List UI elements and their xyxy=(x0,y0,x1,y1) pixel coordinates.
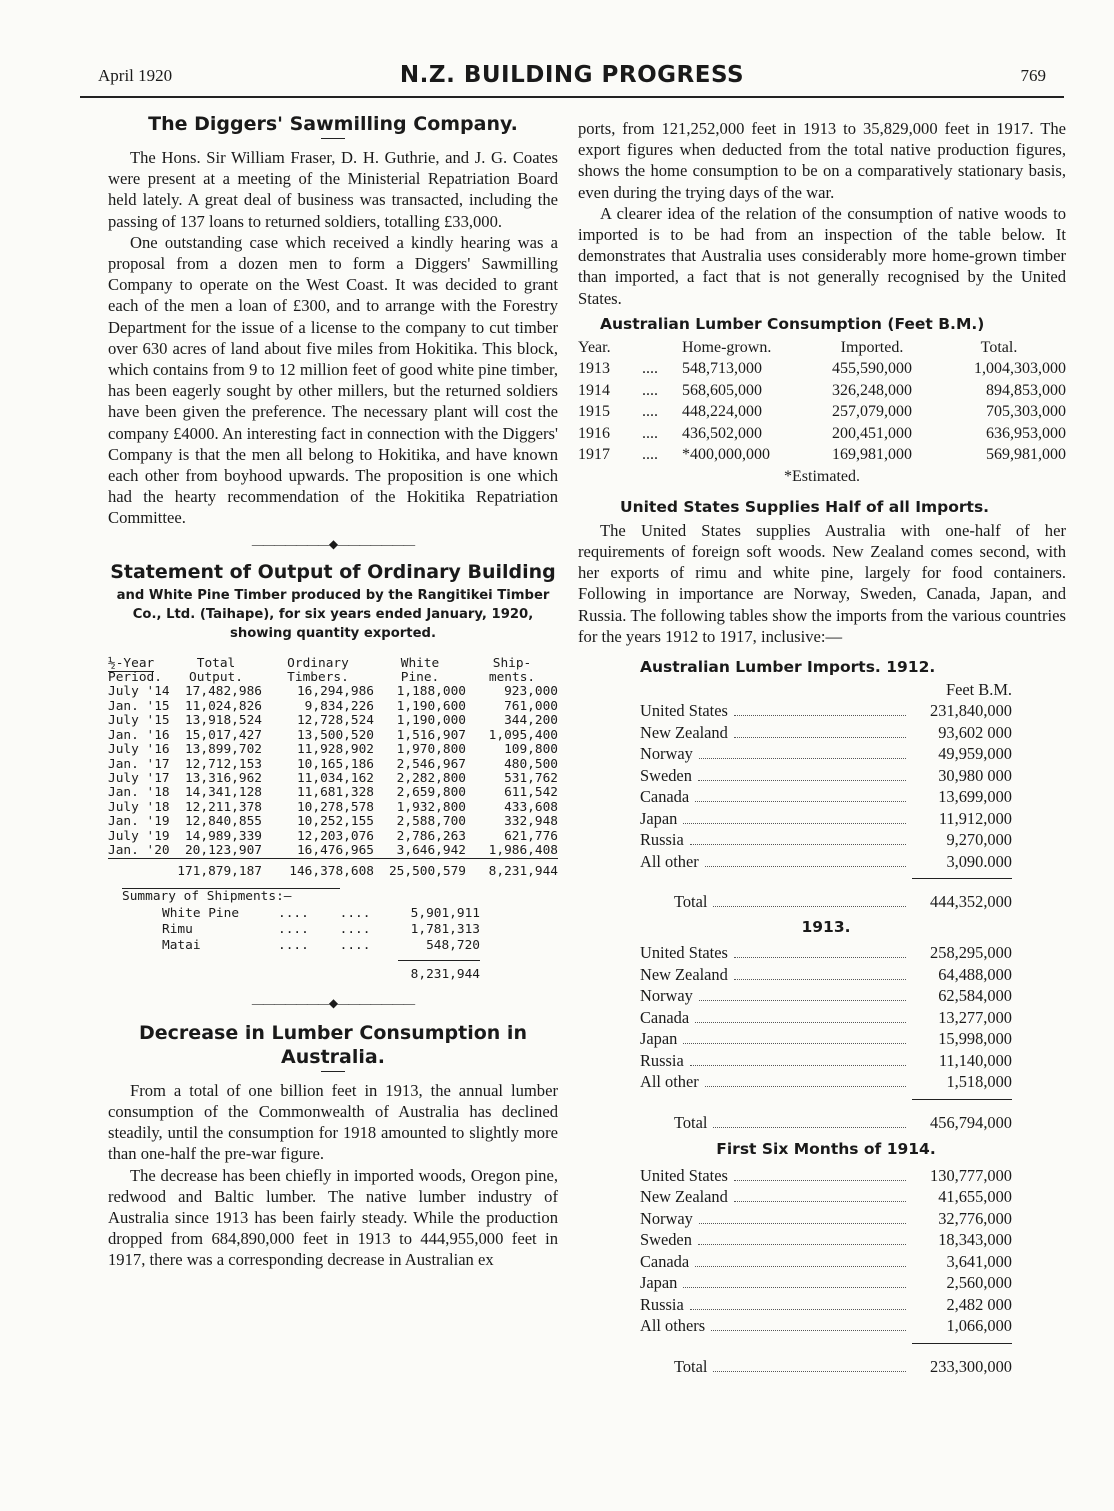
total-1913-value: 456,794,000 xyxy=(930,1112,1012,1132)
cell-year: 1916 xyxy=(578,424,610,442)
import-value: 2,482 000 xyxy=(946,1294,1012,1314)
output-table-row xyxy=(108,700,558,714)
import-row xyxy=(640,700,1012,722)
cell-imported: 169,981,000 xyxy=(832,446,912,464)
output-totals-row xyxy=(108,859,558,880)
cell-ship: 1,986,408 xyxy=(488,842,558,858)
leader-dots xyxy=(734,715,906,716)
col-header-total: Total. xyxy=(980,338,1018,356)
country-name: Japan xyxy=(640,1029,678,1049)
import-row xyxy=(640,1229,1012,1251)
output-table-row xyxy=(108,729,558,743)
cell-ordinary: 10,165,186 xyxy=(296,756,374,772)
import-row xyxy=(640,942,1012,964)
country-name: Japan xyxy=(640,808,678,828)
output-table-row xyxy=(108,772,558,786)
cell-total: 894,853,000 xyxy=(986,381,1066,399)
import-row xyxy=(640,1007,1012,1029)
col-header-total: Total Output. xyxy=(189,655,243,686)
cell-period: July '19 xyxy=(108,828,170,844)
cell-dots: .... xyxy=(642,446,658,464)
right-column xyxy=(578,118,1066,1377)
headline-rule xyxy=(321,1071,345,1072)
import-value: 2,560,000 xyxy=(946,1273,1012,1293)
cell-period: Jan. '15 xyxy=(108,698,170,714)
country-name: Norway xyxy=(640,1208,693,1228)
import-value: 93,602 000 xyxy=(938,722,1012,742)
country-name: All other xyxy=(640,851,699,871)
col-header-home: Home-grown. xyxy=(682,338,772,356)
leader-dots xyxy=(683,1287,906,1288)
output-table-row xyxy=(108,743,558,757)
output-table-row xyxy=(108,786,558,800)
cell-period: Jan. '20 xyxy=(108,842,170,858)
decrease-paragraph-2-continued: ports, from 121,252,000 feet in 1913 to 35,829,000 feet in 1917. The export figures when deducted from the total native production figures, shows the home consumption to be on a comparatively stationary basis, even during the trying days of the war. xyxy=(578,119,1066,202)
imports-unit: Feet B.M. xyxy=(945,679,1012,699)
leader-dots xyxy=(699,758,906,759)
import-row xyxy=(640,1251,1012,1273)
total-1914-row: Total 233,300,000 xyxy=(674,1356,1012,1376)
statement-headline: Statement of Output of Ordinary Building xyxy=(110,560,556,583)
country-name: All other xyxy=(640,1072,699,1092)
leader-dots xyxy=(683,1043,906,1044)
cell-dots: .... xyxy=(642,360,658,378)
country-name: All others xyxy=(640,1316,706,1336)
left-column xyxy=(108,112,558,1271)
page-header xyxy=(80,62,1064,98)
cell-total: 12,840,855 xyxy=(184,814,262,830)
cell-total: 13,918,524 xyxy=(184,713,262,729)
import-row xyxy=(640,808,1012,830)
import-row xyxy=(640,786,1012,808)
cell-white: 1,516,907 xyxy=(396,727,466,743)
cell-total: 14,989,339 xyxy=(184,828,262,844)
cell-imported: 200,451,000 xyxy=(832,424,912,442)
leader-dots xyxy=(711,1330,906,1331)
leader-dots xyxy=(734,1180,906,1181)
import-value: 49,959,000 xyxy=(938,744,1012,764)
estimated-note: *Estimated. xyxy=(784,467,860,485)
country-name: Sweden xyxy=(640,1230,692,1250)
cell-period: Jan. '18 xyxy=(108,785,170,801)
statement-subtitle: and White Pine Timber produced by the Rangitikei Timber Co., Ltd. (Taihape), for six years ended January, 1920, showing quantity exported. xyxy=(116,587,550,641)
consumption-row xyxy=(578,423,1066,445)
cell-dots: .... xyxy=(642,403,658,421)
cell-total: 13,316,962 xyxy=(184,770,262,786)
cell-total: 15,017,427 xyxy=(184,727,262,743)
cell-period: July '18 xyxy=(108,799,170,815)
leader-dots xyxy=(705,866,906,867)
country-name: United States xyxy=(640,701,728,721)
cell-home: 568,605,000 xyxy=(682,381,762,399)
leader-dots xyxy=(690,1065,906,1066)
country-name: Canada xyxy=(640,787,690,807)
cell-ordinary: 16,476,965 xyxy=(296,842,374,858)
leader-dots xyxy=(734,737,906,738)
country-name: Norway xyxy=(640,986,693,1006)
cell-ship: 344,200 xyxy=(504,713,558,729)
consumption-row xyxy=(578,401,1066,423)
summary-row: Rimu .... .... 1,781,313 xyxy=(162,921,480,937)
country-name: Sweden xyxy=(640,765,692,785)
output-table-row xyxy=(108,758,558,772)
import-row xyxy=(640,1028,1012,1050)
section-ornament xyxy=(108,996,558,1011)
import-row xyxy=(640,765,1012,787)
output-table-row xyxy=(108,685,558,699)
cell-dots: .... xyxy=(642,381,658,399)
cell-ordinary: 12,728,524 xyxy=(296,713,374,729)
import-row xyxy=(640,743,1012,765)
col-header-ordinary: Ordinary Timbers. xyxy=(287,655,349,686)
leader-dots xyxy=(699,1223,906,1224)
import-row xyxy=(640,1315,1012,1337)
shipments-sum: 8,231,944 xyxy=(466,859,558,880)
import-row xyxy=(640,1165,1012,1187)
consumption-table-title: Australian Lumber Consumption (Feet B.M.) xyxy=(600,314,985,333)
cell-period: Jan. '17 xyxy=(108,756,170,772)
country-name: Russia xyxy=(640,830,684,850)
summary-title: Summary of Shipments:— xyxy=(122,888,340,906)
cell-total: 636,953,000 xyxy=(986,424,1066,442)
first-six-months-1914-heading: First Six Months of 1914. xyxy=(716,1140,936,1159)
consumption-table xyxy=(578,337,1066,466)
summary-total-row: 8,231,944 xyxy=(108,960,558,988)
leader-dots xyxy=(734,1201,906,1202)
decrease-headline: Decrease in Lumber Consumption in Australia. xyxy=(139,1021,527,1068)
import-value: 11,912,000 xyxy=(938,808,1012,828)
output-table-row xyxy=(108,714,558,728)
import-value: 13,277,000 xyxy=(938,1007,1012,1027)
import-value: 231,840,000 xyxy=(930,701,1012,721)
country-name: Japan xyxy=(640,1273,678,1293)
cell-total: 11,024,826 xyxy=(184,698,262,714)
import-value: 30,980 000 xyxy=(938,765,1012,785)
headline-rule xyxy=(321,138,345,139)
import-row xyxy=(640,964,1012,986)
cell-ordinary: 9,834,226 xyxy=(304,698,374,714)
decrease-paragraph-2: The decrease has been chiefly in imported woods, Oregon pine, redwood and Baltic lumber. The native lumber industry of Australia since 1913 has been fairly steady. While the production dropped from 684,890,000 feet in 1913 to 444,955,000 feet in 1917, there was a corresponding decrease in Australian ex xyxy=(108,1165,558,1270)
total-1912-row: Total 444,352,000 xyxy=(674,892,1012,912)
cell-ordinary: 10,252,155 xyxy=(296,814,374,830)
consumption-row xyxy=(578,444,1066,466)
cell-total: 14,341,128 xyxy=(184,785,262,801)
total-output-sum: 171,879,187 xyxy=(170,859,262,880)
cell-year: 1915 xyxy=(578,403,610,421)
cell-ship: 433,608 xyxy=(504,799,558,815)
cell-period: July '17 xyxy=(108,770,170,786)
cell-ordinary: 11,034,162 xyxy=(296,770,374,786)
cell-year: 1917 xyxy=(578,446,610,464)
decrease-paragraph-3: A clearer idea of the relation of the consumption of native woods to imported is to be had from an inspection of the table below. It demonstrates that Australia uses considerably more home-grown timber than imported, a fact that is not generally recognised by the United States. xyxy=(578,203,1066,308)
leader-dots xyxy=(705,1086,906,1087)
cell-ordinary: 11,681,328 xyxy=(296,785,374,801)
total-1914-value: 233,300,000 xyxy=(930,1356,1012,1376)
import-value: 11,140,000 xyxy=(938,1050,1012,1070)
cell-ordinary: 12,203,076 xyxy=(296,828,374,844)
cell-imported: 326,248,000 xyxy=(832,381,912,399)
cell-ordinary: 10,278,578 xyxy=(296,799,374,815)
country-name: Canada xyxy=(640,1251,690,1271)
leader-dots xyxy=(698,1244,906,1245)
leader-dots xyxy=(695,1266,906,1267)
cell-total: 569,981,000 xyxy=(986,446,1066,464)
import-row xyxy=(640,985,1012,1007)
total-1912-value: 444,352,000 xyxy=(930,892,1012,912)
ordinary-sum: 146,378,608 xyxy=(262,859,374,880)
col-header-white: White Pine. xyxy=(400,655,440,686)
cell-ship: 1,095,400 xyxy=(488,727,558,743)
import-row xyxy=(640,1208,1012,1230)
cell-ship: 761,000 xyxy=(504,698,558,714)
cell-total: 1,004,303,000 xyxy=(974,360,1066,378)
leader-dots xyxy=(690,844,906,845)
import-row xyxy=(640,851,1012,873)
diggers-headline: The Diggers' Sawmilling Company. xyxy=(148,113,518,135)
leader-dots xyxy=(695,1022,906,1023)
cell-white: 2,588,700 xyxy=(396,814,466,830)
summary-row: Matai .... .... 548,720 xyxy=(162,937,480,953)
import-row xyxy=(640,1050,1012,1072)
import-value: 32,776,000 xyxy=(938,1208,1012,1228)
cell-dots: .... xyxy=(642,424,658,442)
country-name: Canada xyxy=(640,1007,690,1027)
leader-dots xyxy=(698,780,906,781)
consumption-row xyxy=(578,358,1066,380)
leader-dots xyxy=(690,1309,906,1310)
import-value: 62,584,000 xyxy=(938,986,1012,1006)
year-1913-heading: 1913. xyxy=(801,917,851,936)
import-value: 64,488,000 xyxy=(938,964,1012,984)
cell-white: 2,282,800 xyxy=(396,770,466,786)
cell-home: 436,502,000 xyxy=(682,424,762,442)
col-header-year: Year. xyxy=(578,338,611,356)
cell-period: July '16 xyxy=(108,742,170,758)
cell-imported: 455,590,000 xyxy=(832,360,912,378)
cell-white: 1,970,800 xyxy=(396,742,466,758)
us-supplies-headline: United States Supplies Half of all Imports. xyxy=(620,497,990,516)
cell-ship: 480,500 xyxy=(504,756,558,772)
import-value: 18,343,000 xyxy=(938,1230,1012,1250)
cell-ship: 332,948 xyxy=(504,814,558,830)
import-value: 13,699,000 xyxy=(938,787,1012,807)
import-value: 1,518,000 xyxy=(946,1072,1012,1092)
import-value: 3,090.000 xyxy=(946,851,1012,871)
col-header-period: ½-Year Period. xyxy=(108,655,162,686)
cell-total: 12,211,378 xyxy=(184,799,262,815)
cell-period: July '15 xyxy=(108,713,170,729)
output-table xyxy=(108,657,558,880)
cell-total: 13,899,702 xyxy=(184,742,262,758)
cell-white: 2,786,263 xyxy=(396,828,466,844)
import-value: 9,270,000 xyxy=(946,830,1012,850)
section-ornament xyxy=(108,537,558,552)
imports-tables xyxy=(640,657,1012,1377)
page-number: 769 xyxy=(1020,66,1046,85)
import-value: 130,777,000 xyxy=(930,1165,1012,1185)
cell-white: 2,546,967 xyxy=(396,756,466,772)
import-row xyxy=(640,829,1012,851)
cell-ship: 611,542 xyxy=(504,785,558,801)
cell-total: 705,303,000 xyxy=(986,403,1066,421)
output-table-row xyxy=(108,801,558,815)
diggers-paragraph-1: The Hons. Sir William Fraser, D. H. Guthrie, and J. G. Coates were present at a meeting of the Ministerial Repatriation Board held lately. A great deal of business was transacted, including the passing of 137 loans to returned soldiers, totalling £33,000. xyxy=(108,148,558,231)
cell-year: 1914 xyxy=(578,381,610,399)
import-value: 15,998,000 xyxy=(938,1029,1012,1049)
cell-white: 1,932,800 xyxy=(396,799,466,815)
cell-home: 548,713,000 xyxy=(682,360,762,378)
leader-dots xyxy=(683,823,906,824)
col-header-imported: Imported. xyxy=(840,338,904,356)
cell-home: *400,000,000 xyxy=(682,446,770,464)
cell-white: 1,188,000 xyxy=(396,684,466,700)
leader-dots xyxy=(734,957,906,958)
country-name: Russia xyxy=(640,1294,684,1314)
cell-period: July '14 xyxy=(108,684,170,700)
diggers-paragraph-2: One outstanding case which received a kindly hearing was a proposal from a dozen men to form a Diggers' Sawmilling Company to operate on the West Coast. It was decided to grant each of the men a loan of £300, and to arrange with the Forestry Department for the issue of a license to the company to cut timber over 630 acres of land about five miles from Hokitika. This block, which contains from 9 to 12 million feet of good white pine timber, has been eagerly sought by other millers, but the returned soldiers have been given the preference. The necessary plant will cost the company £4000. An interesting fact in connection with the Diggers' Company is that the men all belong to Hokitika, and have known each other from boyhood upwards. The proposition is one which had the hearty recommendation of the Hokitika Repatriation Committee. xyxy=(108,232,558,528)
country-name: New Zealand xyxy=(640,964,728,984)
us-supplies-paragraph: The United States supplies Australia with one-half of her requirements of foreign soft woods. New Zealand comes second, with her exports of rimu and white pine, largely for food containers. Following in importance are Norway, Sweden, Canada, Japan, and Russia. The following tables show the imports from the various countries for the years 1912 to 1917, inclusive:— xyxy=(578,520,1066,646)
cell-period: Jan. '16 xyxy=(108,727,170,743)
country-name: New Zealand xyxy=(640,1187,728,1207)
imports-table-title: Australian Lumber Imports. 1912. xyxy=(640,658,936,677)
shipments-summary xyxy=(108,888,558,988)
import-row xyxy=(640,1272,1012,1294)
import-row xyxy=(640,1186,1012,1208)
cell-ship: 531,762 xyxy=(504,770,558,786)
import-row xyxy=(640,722,1012,744)
cell-ordinary: 11,928,902 xyxy=(296,742,374,758)
country-name: United States xyxy=(640,943,728,963)
issue-date: April 1920 xyxy=(98,66,173,85)
summary-row: White Pine .... .... 5,901,911 xyxy=(162,905,480,921)
white-pine-sum: 25,500,579 xyxy=(374,859,466,880)
cell-white: 2,659,800 xyxy=(396,785,466,801)
leader-dots xyxy=(699,1000,906,1001)
import-row xyxy=(640,1294,1012,1316)
country-name: United States xyxy=(640,1165,728,1185)
cell-year: 1913 xyxy=(578,360,610,378)
output-table-row xyxy=(108,830,558,844)
consumption-row xyxy=(578,380,1066,402)
cell-white: 3,646,942 xyxy=(396,842,466,858)
cell-ship: 109,800 xyxy=(504,742,558,758)
decrease-paragraph-1: From a total of one billion feet in 1913, the annual lumber consumption of the Commonwealth of Australia has declined steadily, until the consumption for 1918 amounted to slightly more than one-half the pre-war figure. xyxy=(108,1080,558,1164)
leader-dots xyxy=(734,979,906,980)
cell-ship: 923,000 xyxy=(504,684,558,700)
cell-total: 12,712,153 xyxy=(184,756,262,772)
cell-total: 17,482,986 xyxy=(184,684,262,700)
cell-period: Jan. '19 xyxy=(108,814,170,830)
output-table-row xyxy=(108,815,558,829)
import-value: 41,655,000 xyxy=(938,1187,1012,1207)
import-row xyxy=(640,1071,1012,1093)
import-value: 258,295,000 xyxy=(930,943,1012,963)
cell-ship: 621,776 xyxy=(504,828,558,844)
country-name: Norway xyxy=(640,744,693,764)
cell-ordinary: 16,294,986 xyxy=(296,684,374,700)
cell-home: 448,224,000 xyxy=(682,403,762,421)
masthead-title: N.Z. BUILDING PROGRESS xyxy=(399,62,745,88)
output-table-row xyxy=(108,844,558,859)
cell-white: 1,190,600 xyxy=(396,698,466,714)
cell-total: 20,123,907 xyxy=(184,842,262,858)
country-name: New Zealand xyxy=(640,722,728,742)
import-value: 1,066,000 xyxy=(946,1316,1012,1336)
cell-ordinary: 13,500,520 xyxy=(296,727,374,743)
total-1913-row: Total 456,794,000 xyxy=(674,1112,1012,1132)
country-name: Russia xyxy=(640,1050,684,1070)
cell-white: 1,190,000 xyxy=(396,713,466,729)
col-header-shipments: Ship- ments. xyxy=(488,655,536,686)
import-value: 3,641,000 xyxy=(946,1251,1012,1271)
leader-dots xyxy=(695,801,906,802)
cell-imported: 257,079,000 xyxy=(832,403,912,421)
